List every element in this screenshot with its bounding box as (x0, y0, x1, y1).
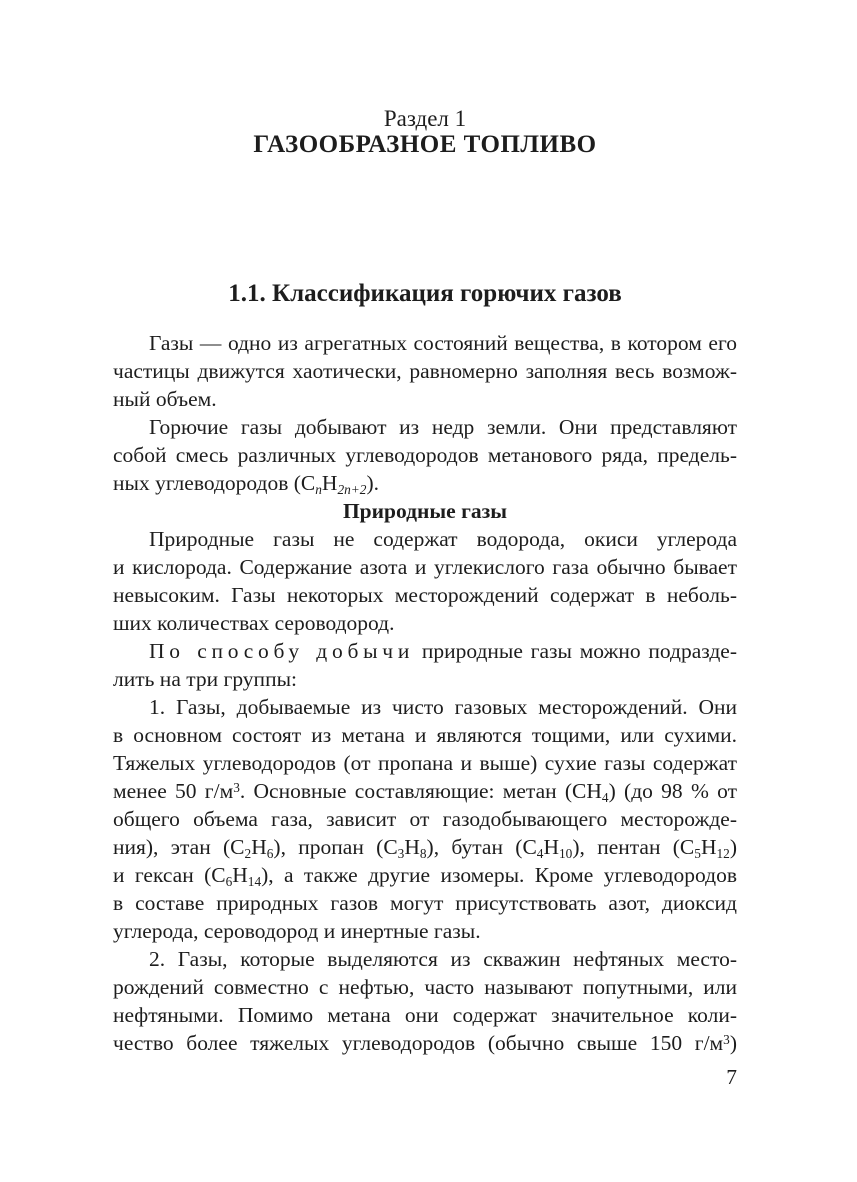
text-segment: По способу добычи (149, 639, 415, 663)
text-segment: 12 (716, 845, 730, 861)
page-number: 7 (726, 1065, 737, 1089)
text-segment: 4 (536, 845, 544, 861)
text-line (113, 889, 737, 917)
text-line (113, 553, 737, 581)
text-segment: 14 (247, 873, 262, 889)
text-line (113, 1029, 737, 1057)
text-segment: 8 (419, 845, 427, 861)
paragraph (113, 413, 737, 497)
text-segment: частицы движутся хаотически, равномерно заполняя весь возмож- (113, 359, 737, 383)
text-segment: в основном состоят из метана и являются тощими, или сухими. (113, 723, 737, 747)
text-segment: H (251, 835, 267, 859)
chapter-title: ГАЗООБРАЗНОЕ ТОПЛИВО (253, 131, 597, 158)
text-segment: 4 (601, 789, 609, 805)
text-segment: ), а также другие изомеры. Кроме углеводородов (261, 863, 737, 887)
text-segment: ). (366, 471, 379, 495)
text-segment: Тяжелых углеводородов (от пропана и выше) сухие газы содержат (113, 751, 737, 775)
text-line (113, 945, 737, 973)
text-segment: ) (729, 1031, 737, 1055)
text-segment: n (315, 481, 322, 497)
text-segment: 1. Газы, добываемые из чисто газовых месторождений. Они (149, 695, 737, 719)
text-segment: H (232, 863, 248, 887)
text-segment: 6 (266, 845, 274, 861)
paragraph (113, 525, 737, 637)
text-segment: и кислорода. Содержание азота и углекислого газа обычно бывает (113, 555, 737, 579)
text-segment: ный объем. (113, 387, 217, 411)
text-segment: 3 (397, 845, 405, 861)
text-line (113, 917, 737, 945)
text-segment: Природные газы (342, 499, 508, 523)
text-segment: H (543, 835, 559, 859)
text-segment: 2 (244, 845, 252, 861)
text-line (113, 329, 737, 357)
text-line (113, 665, 737, 693)
text-segment: углерода, сероводород и инертные газы. (113, 919, 481, 943)
text-segment: ших количествах сероводород. (113, 611, 395, 635)
text-segment: H (700, 835, 717, 859)
text-segment: нефтяными. Помимо метана они содержат значительное коли- (113, 1003, 737, 1027)
text-segment: ) (729, 835, 737, 859)
text-segment: ), пропан (C (273, 835, 398, 859)
paragraph (113, 693, 737, 945)
body-text (113, 329, 737, 1057)
text-line (113, 833, 737, 861)
text-segment: ния), этан (C (113, 835, 245, 859)
text-segment: 6 (225, 873, 233, 889)
text-segment: H (321, 471, 338, 495)
text-line (113, 805, 737, 833)
text-segment: 5 (694, 845, 701, 861)
text-segment: в составе природных газов могут присутствовать азот, диоксид (113, 891, 737, 915)
text-segment: общего объема газа, зависит от газодобывающего месторожде- (113, 807, 737, 831)
text-segment: Природные газы не содержат водорода, окиси углерода (149, 527, 737, 551)
text-line (113, 693, 737, 721)
paragraph (113, 637, 737, 693)
section-title: 1.1. Классификация горючих газов (228, 280, 622, 307)
text-segment: . Основные составляющие: метан (CH (239, 779, 602, 803)
text-line (113, 973, 737, 1001)
text-segment: 2. Газы, которые выделяются из скважин нефтяных место- (149, 947, 737, 971)
text-segment: природные газы можно подразде- (414, 639, 737, 663)
text-line (113, 413, 737, 441)
text-line (113, 525, 737, 553)
text-segment: H (404, 835, 420, 859)
text-segment: чество более тяжелых углеводородов (обычно свыше 150 г/м (113, 1031, 724, 1055)
text-line (113, 861, 737, 889)
text-line (113, 609, 737, 637)
text-segment: ) (до 98 % от (608, 779, 737, 803)
text-segment: менее 50 г/м (113, 779, 234, 803)
text-segment: 3 (723, 1032, 730, 1048)
text-line (113, 469, 737, 497)
text-line (113, 637, 737, 665)
paragraph (113, 945, 737, 1057)
text-line (113, 1001, 737, 1029)
text-line (113, 721, 737, 749)
text-segment: 3 (233, 780, 240, 796)
text-segment: Газы — одно из агрегатных состояний вещества, в котором его (149, 331, 737, 355)
subsection-title (113, 497, 737, 525)
text-line (113, 357, 737, 385)
text-line (113, 441, 737, 469)
text-segment: ных углеводородов (C (113, 471, 316, 495)
text-segment: рождений совместно с нефтью, часто называют попутными, или (113, 975, 737, 999)
text-segment: 2n+2 (337, 481, 367, 497)
text-segment: ), бутан (C (426, 835, 537, 859)
text-segment: ), пентан (C (572, 835, 695, 859)
text-segment: собой смесь различных углеводородов метанового ряда, предель- (113, 443, 737, 467)
text-line (113, 777, 737, 805)
text-line (113, 749, 737, 777)
chapter-kicker: Раздел 1 (383, 106, 467, 131)
text-segment: и гексан (C (113, 863, 226, 887)
text-segment: невысоким. Газы некоторых месторождений содержат в неболь- (113, 583, 737, 607)
page-content (113, 105, 737, 1091)
text-line (113, 497, 737, 525)
text-segment: Горючие газы добывают из недр земли. Они представляют (149, 415, 737, 439)
text-segment: лить на три группы: (113, 667, 297, 691)
text-line (113, 385, 737, 413)
text-segment: 10 (559, 845, 573, 861)
paragraph (113, 329, 737, 413)
text-line (113, 581, 737, 609)
